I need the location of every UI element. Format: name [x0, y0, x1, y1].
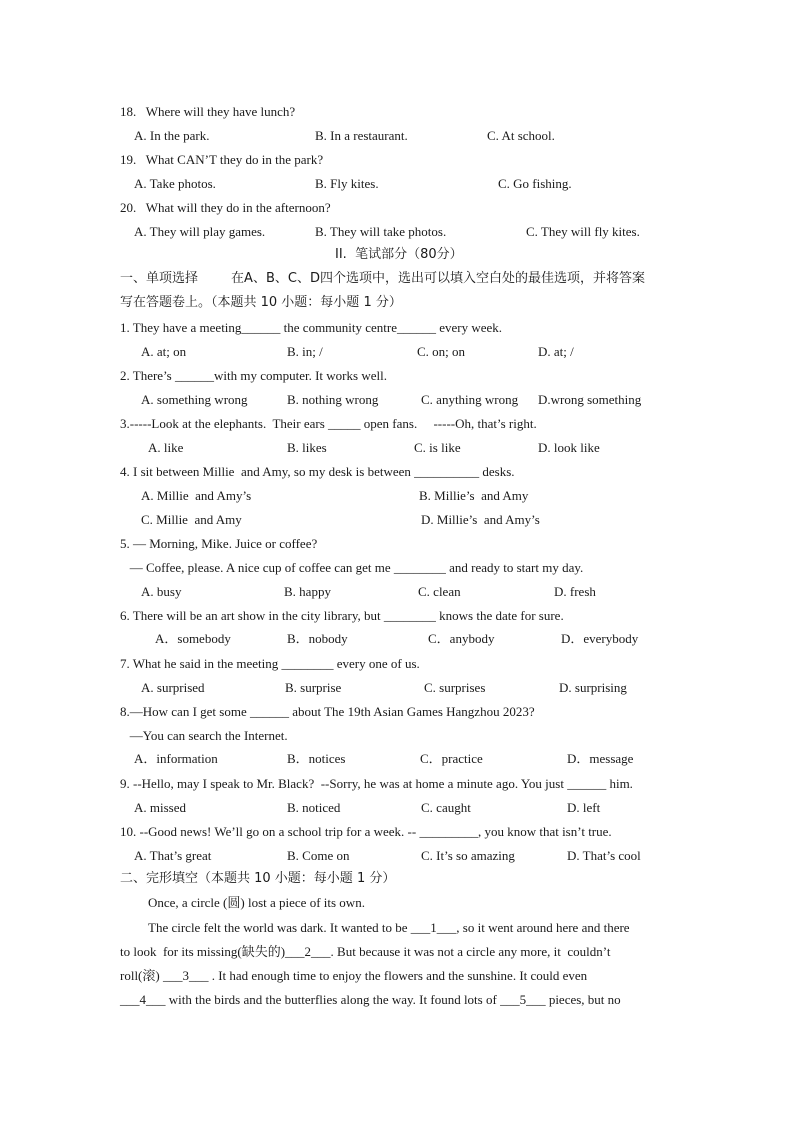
mc-option-3a: A. like — [148, 440, 184, 455]
option-19b: B. Fly kites. — [315, 176, 379, 191]
option-18a: A. In the park. — [134, 128, 210, 143]
mc-option-2a: A. something wrong — [141, 392, 248, 407]
mc-option-4b: B. Millie’s and Amy — [419, 488, 529, 503]
mc-option-8b: B．notices — [287, 751, 346, 766]
option-20c: C. They will fly kites. — [526, 224, 640, 239]
part2-title: II. 笔试部分（80分） — [335, 247, 463, 262]
mc-question-2: 2. There’s ______with my computer. It works well. — [120, 368, 387, 383]
cloze-blank-4: ___4___ — [120, 992, 166, 1007]
mc-option-5b: B. happy — [284, 584, 331, 599]
cloze-text: , so it went around here and there — [456, 920, 630, 935]
mc-option-10a: A. That’s great — [134, 848, 212, 863]
mc-option-2d: D.wrong something — [538, 392, 642, 407]
cloze-text: . It had enough time to enjoy the flowers and the sunshine. It could even — [208, 968, 588, 983]
cloze-text: The circle felt the world was dark. It wanted to be — [148, 920, 408, 935]
mc-option-4a: A. Millie and Amy’s — [141, 488, 252, 503]
mc-option-3d: D. look like — [538, 440, 600, 455]
mc-option-8d: D．message — [567, 751, 634, 766]
mc-option-4d: D. Millie’s and Amy’s — [421, 512, 540, 527]
mc-option-1b: B. in; / — [287, 344, 323, 359]
mc-option-10d: D. That’s cool — [567, 848, 641, 863]
cloze-text: with the birds and the butterflies along the way. It found lots of — [165, 992, 501, 1007]
mc-option-8a: A．information — [134, 751, 218, 766]
mc-option-3c: C. is like — [414, 440, 461, 455]
mc-option-10b: B. Come on — [287, 848, 350, 863]
cloze-blank-1: ___1___ — [410, 920, 457, 935]
cloze-blank-2: ___2___ — [285, 944, 331, 959]
cloze-blank-5: ___5___ — [500, 992, 546, 1007]
mc-option-7b: B. surprise — [285, 680, 342, 695]
mc-option-2b: B. nothing wrong — [287, 392, 379, 407]
mc-option-5a: A. busy — [141, 584, 182, 599]
option-20a: A. They will play games. — [134, 224, 266, 239]
mc-option-2c: C. anything wrong — [421, 392, 519, 407]
option-19a: A. Take photos. — [134, 176, 216, 191]
mc-question-7: 7. What he said in the meeting ________ every one of us. — [120, 656, 420, 671]
section1-subheading: 写在答题卷上。（本题共 10 小题：每小题 1 分） — [120, 295, 402, 310]
mc-question-6: 6. There will be an art show in the city library, but ________ knows the date for sure. — [120, 608, 564, 623]
mc-option-6d: D．everybody — [561, 631, 639, 646]
mc-option-6a: A．somebody — [155, 631, 231, 646]
mc-option-1c: C. on; on — [417, 344, 466, 359]
cloze-blank-3: ___3___ — [162, 968, 209, 983]
mc-option-1d: D. at; / — [538, 344, 574, 359]
question-20: 20. What will they do in the afternoon? — [120, 200, 331, 215]
cloze-line-2 — [120, 944, 610, 960]
mc-option-7d: D. surprising — [559, 680, 627, 695]
cloze-intro: Once, a circle (圆) lost a piece of its own. — [148, 895, 365, 910]
mc-option-10c: C. It’s so amazing — [421, 848, 515, 863]
mc-question-5-line2: — Coffee, please. A nice cup of coffee can get me ________ and ready to start my day. — [120, 560, 584, 575]
option-19c: C. Go fishing. — [498, 176, 572, 191]
option-20b: B. They will take photos. — [315, 224, 447, 239]
option-18b: B. In a restaurant. — [315, 128, 408, 143]
mc-option-1a: A. at; on — [141, 344, 187, 359]
section2-heading: 二、完形填空（本题共 10 小题：每小题 1 分） — [120, 871, 396, 886]
section1-heading: 一、单项选择 在A、B、C、D四个选项中，选出可以填入空白处的最佳选项，并将答案 — [120, 271, 645, 286]
mc-option-7a: A. surprised — [141, 680, 205, 695]
mc-option-9d: D. left — [567, 800, 601, 815]
mc-option-5c: C. clean — [418, 584, 461, 599]
option-18c: C. At school. — [487, 128, 555, 143]
cloze-line-1 — [148, 920, 630, 936]
mc-option-9a: A. missed — [134, 800, 186, 815]
cloze-line-4 — [120, 992, 621, 1008]
mc-question-1: 1. They have a meeting______ the community centre______ every week. — [120, 320, 503, 335]
cloze-text: pieces, but no — [545, 992, 621, 1007]
mc-question-9: 9. --Hello, may I speak to Mr. Black? --Sorry, he was at home a minute ago. You just ______ him. — [120, 776, 633, 791]
mc-option-5d: D. fresh — [554, 584, 596, 599]
mc-question-10: 10. --Good news! We’ll go on a school trip for a week. -- _________, you know that isn’t true. — [120, 824, 612, 839]
cloze-text: to look for its missing(缺失的) — [120, 944, 286, 959]
mc-question-8-line2: —You can search the Internet. — [120, 728, 288, 743]
mc-option-4c: C. Millie and Amy — [141, 512, 242, 527]
mc-option-9b: B. noticed — [287, 800, 341, 815]
mc-question-4: 4. I sit between Millie and Amy, so my desk is between __________ desks. — [120, 464, 515, 479]
mc-option-6b: B．nobody — [287, 631, 348, 646]
cloze-text: roll(滚) — [120, 968, 160, 983]
mc-option-8c: C．practice — [420, 751, 483, 766]
mc-option-7c: C. surprises — [424, 680, 486, 695]
cloze-text: . But because it was not a circle any more, it couldn’t — [330, 944, 611, 959]
cloze-line-3 — [120, 968, 587, 984]
mc-question-3: 3.-----Look at the elephants. Their ears _____ open fans. -----Oh, that’s right. — [120, 416, 537, 431]
mc-option-6c: C．anybody — [428, 631, 495, 646]
mc-question-5: 5. — Morning, Mike. Juice or coffee? — [120, 536, 318, 551]
mc-option-9c: C. caught — [421, 800, 471, 815]
mc-option-3b: B. likes — [287, 440, 327, 455]
mc-question-8: 8.—How can I get some ______ about The 19th Asian Games Hangzhou 2023? — [120, 704, 535, 719]
question-19: 19. What CAN’T they do in the park? — [120, 152, 324, 167]
question-18: 18. Where will they have lunch? — [120, 104, 296, 119]
